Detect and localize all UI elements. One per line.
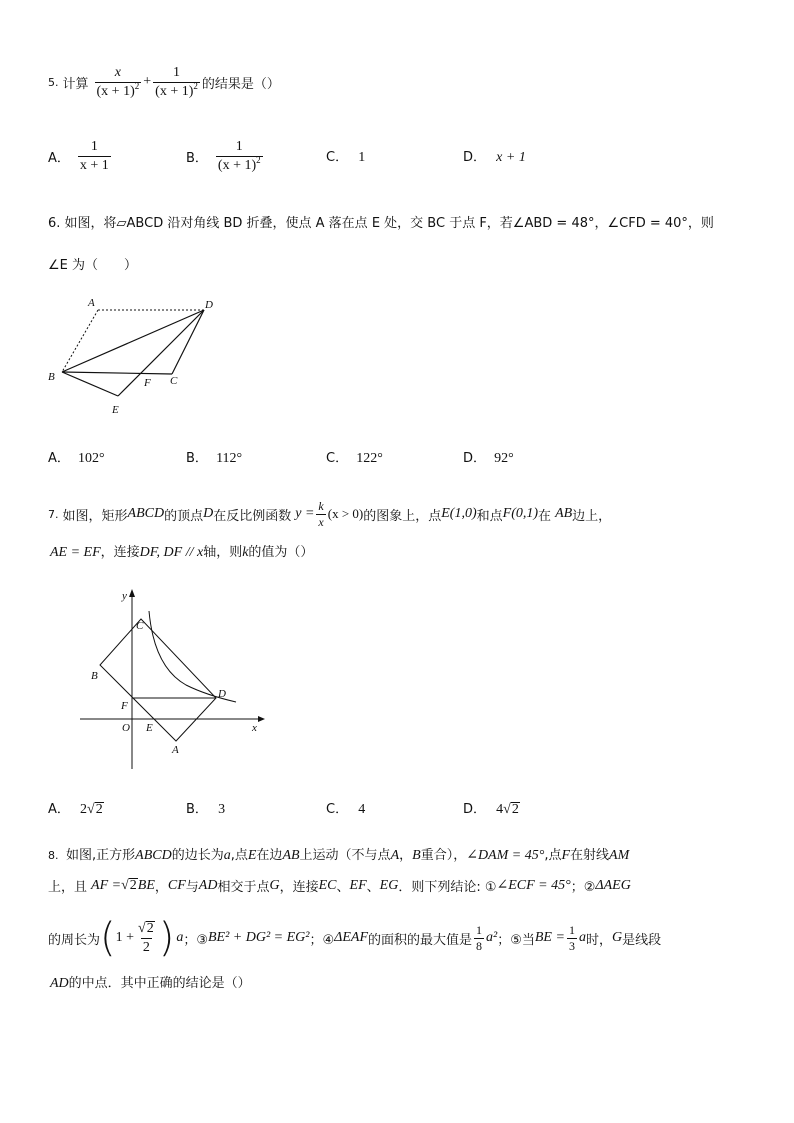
q8-sqrt-radicand: 2 [129,878,137,893]
q6-edge-ed [118,310,204,396]
q8-B: B [412,848,421,863]
q8-angle-ecf: ∠ECF = 45° [496,878,571,893]
q5-term2-den [153,82,200,100]
q8-stem-line3 [48,914,661,962]
q8-be: BE [137,877,155,893]
q8-frac-den: 2 [142,939,150,955]
q7-option-d-label: D． [463,802,487,817]
q7-y-arrow [129,589,135,597]
q8-AM: AM [609,848,630,863]
q8-text-1j: 在射线 [570,848,610,863]
q5-term1-den-base: (x + 1) [96,83,135,99]
q6-edge-bc [62,372,172,374]
q7-abcd: ABCD [127,506,165,521]
q8-text-3e: ；⑤当 [497,932,535,948]
q5-option-c-value: 1 [358,150,366,165]
q7-label-e: E [146,722,153,734]
q8-ab: AB [282,848,300,863]
q7-label-o: O [122,722,130,734]
q7-option-c-value: 4 [358,802,366,817]
q8-pythag-eq: BE² + DG² = EG² [207,930,310,945]
q8-abcd: ABCD [135,848,172,863]
q7-text-2f: 的值为（） [248,545,314,560]
q8-cf: CF [167,877,186,893]
q8-text-1d: 在边 [256,848,283,863]
q5-option-b-den [216,156,263,174]
q8-F: F [561,848,571,863]
q5-option-a-den: x + 1 [79,157,109,173]
q5-option-c [326,146,365,166]
q8-a-var-2: a [578,930,586,945]
q7-ae-ef: AE = EF [50,545,101,560]
q8-one-eighth-den: 8 [476,938,483,953]
q6-label-d: D [205,299,213,311]
q7-k-over-x [316,500,325,529]
q8-text-3d: 的面积的最大值是 [368,932,473,948]
q6-option-d [463,447,514,467]
q6-option-b-label: B． [186,451,208,466]
q6-option-d-label: D． [463,451,487,466]
q7-option-b-label: B． [186,802,208,817]
q7-x-arrow [258,716,265,722]
q7-option-b [186,798,225,818]
q5-prompt-post: 的结果是（） [201,76,280,92]
q6-option-c-value: 122° [356,451,383,466]
q5-number: 5. [48,75,59,89]
q7-text-1b: 的顶点 [164,508,204,524]
q5-option-d-label: D． [463,150,487,165]
q7-label-x: x [252,722,257,734]
q5-term2 [153,65,200,100]
q7-label-c: C [136,620,144,632]
q5-option-d [463,146,526,166]
q8-af: AF = [91,877,122,893]
q5-option-b-den-exp: 2 [256,154,261,165]
q6-option-b [186,447,242,467]
q5-option-b-frac [216,139,263,174]
q5-term1-num: x [114,64,121,80]
q6-option-d-value: 92° [494,451,514,466]
q8-frac-num [136,921,157,938]
q7-d: D [203,506,214,521]
q5-term1-den-exp: 2 [134,80,140,91]
q8-text-1g: ， [399,848,413,863]
q8-text-2c: 与 [185,880,199,895]
q5-plus: + [143,74,152,89]
q6-option-b-value: 112° [216,451,243,466]
q8-text-2f: 、 [336,880,350,895]
q8-text-2a: 上，且 [48,880,88,895]
q7-option-d-coef: 4 [496,802,504,817]
q8-text-2e: ，连接 [279,880,319,895]
q7-text-1f: 在 [538,508,552,524]
q5-option-a-frac [78,139,111,174]
q6-option-a [48,447,105,467]
q8-text-4a: 的中点．其中正确的结论是（） [68,976,251,991]
q7-text-1c: 在反比例函数 [213,508,292,524]
q8-frac-sqrt-sign: √ [138,920,146,936]
q8-text-1a: 如图,正方形 [66,848,136,863]
q7-df-parallel: DF, DF // x [139,545,204,560]
q7-text-2d: 轴，则 [203,545,243,560]
q8-stem-line2 [48,876,631,895]
q8-one-third-den: 3 [568,938,575,953]
q8-triangle-aeg: ΔAEG [595,877,631,893]
q8-text-1f: 上运动（不与点 [299,848,391,863]
q7-option-a-label: A． [48,802,70,817]
q5-term2-den-base: (x + 1) [155,83,194,99]
q7-option-d-radicand: 2 [511,802,519,817]
q8-text-3g: 是线段 [622,932,662,948]
q7-option-b-value: 3 [218,802,226,817]
q7-y-eq: y = [295,506,315,521]
q6-label-e: E [112,404,119,416]
q6-edge-ab-dotted [62,310,98,372]
q8-text-1h: 重合）， [420,848,467,863]
q8-one-eighth [474,924,484,953]
q7-option-d [463,798,520,818]
q6-edge-be [62,372,118,396]
q7-option-a-sqrt-sign: √ [87,802,95,817]
q8-triangle-eaf: ΔEAF [334,930,368,945]
q8-ec: EC [318,877,337,893]
q6-option-a-label: A． [48,451,70,466]
q7-label-f: F [121,700,128,712]
q8-text-2d: 相交于点 [217,880,270,895]
q6-option-c [326,447,383,467]
q8-g: G [269,877,280,893]
q7-frac-x: x [318,514,324,529]
q7-text-1e: 和点 [476,508,503,524]
q6-option-a-value: 102° [78,451,105,466]
q6-label-c: C [170,375,178,387]
q8-sqrt2-over-2 [136,921,157,956]
q8-text-2h: ．则下列结论: ① [398,880,497,895]
q7-number: 7. [48,507,59,521]
q7-ab: AB [555,506,573,521]
q5-prompt-pre: 计算 [62,76,89,92]
q8-text-3a: 的周长为 [48,932,101,948]
q5-term1 [95,65,142,100]
q8-ad: AD [198,877,218,893]
q7-text-1g: 边上， [572,508,612,524]
q6-edge-bd [62,310,204,372]
q5-option-d-value: x + 1 [496,150,526,165]
q7-option-a [48,798,104,818]
q5-option-b-label: B． [186,150,208,166]
q8-frac-radicand: 2 [146,920,154,936]
q8-one-eighth-num: 1 [476,922,483,937]
q8-G: G [611,930,623,945]
q7-point-e: E(1,0) [441,506,477,521]
q7-label-b: B [91,670,98,682]
q8-text-2b: ， [154,880,168,895]
q7-label-d: D [218,688,226,700]
q7-label-a: A [172,744,179,756]
q7-text-1d: 的图象上，点 [363,508,442,524]
q8-sqrt-sign: √ [121,877,129,893]
q6-label-a: A [88,297,95,309]
q7-stem-line1 [48,496,611,532]
q8-number: 8. [48,849,62,862]
q8-stem-line1 [48,844,629,864]
q5-option-b [186,136,265,176]
q6-label-b: B [48,371,55,383]
q8-angle-dam: ∠DAM = 45° [466,848,545,863]
q8-one-third-num: 1 [568,922,575,937]
q7-option-c-label: C． [326,802,349,817]
q7-text-1a: 如图，矩形 [62,508,128,524]
q7-figure [76,585,266,773]
q8-A: A [390,848,400,863]
q8-paren-close: ) [158,915,175,961]
q6-figure [40,292,240,420]
q8-text-1c: ,点 [230,848,248,863]
q8-stem-line4 [50,972,251,992]
q7-option-c [326,798,365,818]
q5-stem [48,60,280,104]
q8-be-eq: BE = [534,930,565,945]
q8-a-var: a [176,930,184,945]
q5-option-a-num: 1 [90,138,98,154]
q7-label-y: y [122,590,127,602]
q8-text-3f: 时， [585,932,612,948]
q8-eg: EG [379,877,399,893]
q8-a: a [223,848,231,863]
q7-stem-line2 [50,541,313,561]
q8-text-1b: 的边长为 [171,848,224,863]
q7-option-a-radicand: 2 [95,802,103,817]
q6-stem-line1: 6. 如图，将▱ABCD 沿对角线 BD 折叠，使点 A 落在点 E 处，交 BC 于点 F，若∠ABD = 48°，∠CFD = 40°，则 [48,216,714,231]
q8-ef: EF [349,877,367,893]
q6-option-c-label: C． [326,451,349,466]
q8-a-squared: a² [486,930,498,945]
q8-one-third [567,924,577,953]
q8-text-3c: ；④ [309,932,335,948]
q8-one-plus: 1 + [115,930,135,945]
q7-text-2b: ，连接 [100,545,140,560]
q5-option-b-num: 1 [235,138,243,154]
q5-term2-den-exp: 2 [193,80,198,91]
q7-rectangle-abcd [100,619,216,741]
q7-option-a-coef: 2 [80,802,88,817]
q6-stem-line2: ∠E 为（ ） [48,258,138,273]
q7-point-f: F(0,1) [502,506,539,521]
q7-option-d-sqrt-sign: √ [503,802,511,817]
q6-edge-cd [172,310,204,374]
q8-paren-open: ( [100,915,116,961]
q5-option-c-label: C． [326,150,349,165]
q5-option-a [48,136,113,176]
q5-option-b-den-base: (x + 1) [217,157,257,173]
q5-option-a-label: A． [48,150,70,166]
q7-condition: (x > 0) [327,506,364,521]
q8-e: E [247,848,257,863]
q8-ad-2: AD [50,976,69,991]
q8-text-2i: ；② [570,880,596,895]
q7-k: k [242,545,249,560]
q5-term2-num: 1 [173,64,181,80]
q8-text-2g: 、 [366,880,380,895]
q8-text-3b: ；③ [183,932,208,948]
q8-text-1i: ,点 [544,848,562,863]
q5-term1-den [95,82,142,100]
q7-frac-k: k [318,498,324,513]
q6-label-f: F [144,377,151,389]
